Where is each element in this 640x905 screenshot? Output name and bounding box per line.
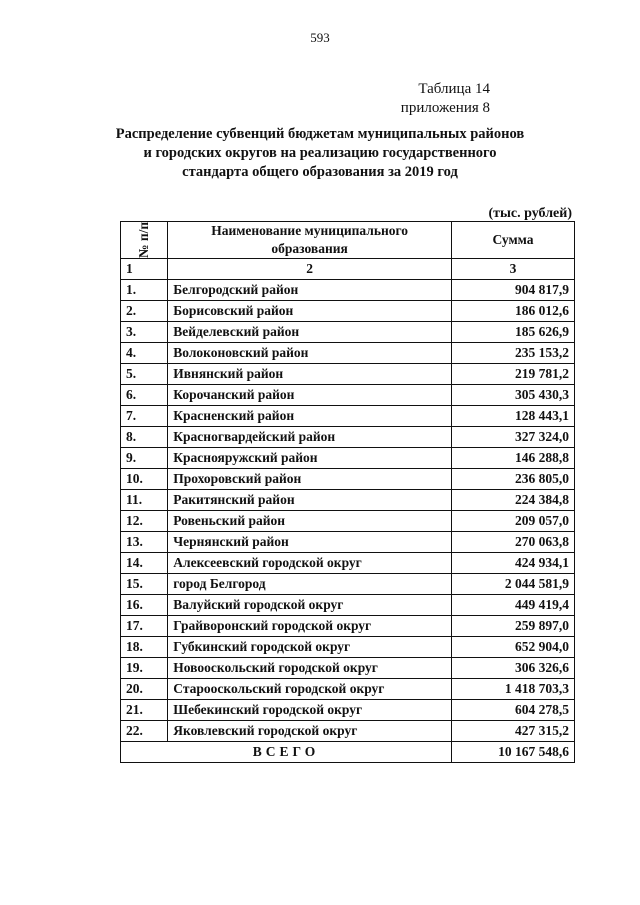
row-number: 4. [121, 343, 168, 364]
units-label: (тыс. рублей) [488, 206, 572, 221]
row-name: Волоконовский район [168, 343, 452, 364]
row-sum: 270 063,8 [452, 532, 575, 553]
row-name: Корочанский район [168, 385, 452, 406]
row-name: Ровеньский район [168, 511, 452, 532]
row-sum: 306 326,6 [452, 658, 575, 679]
row-number: 3. [121, 322, 168, 343]
row-name: Яковлевский городской округ [168, 721, 452, 742]
table-row [121, 574, 575, 595]
row-name: Губкинский городской округ [168, 637, 452, 658]
row-number: 1. [121, 280, 168, 301]
row-number: 20. [121, 679, 168, 700]
header-number: № п/п [136, 221, 152, 259]
row-sum: 904 817,9 [452, 280, 575, 301]
row-sum: 424 934,1 [452, 553, 575, 574]
row-name: Новооскольский городской округ [168, 658, 452, 679]
header-number-cell [121, 222, 168, 259]
table-row [121, 364, 575, 385]
row-number: 8. [121, 427, 168, 448]
row-number: 2. [121, 301, 168, 322]
row-name: Ивнянский район [168, 364, 452, 385]
row-name: Краснояружский район [168, 448, 452, 469]
table-row [121, 700, 575, 721]
row-sum: 235 153,2 [452, 343, 575, 364]
total-sum: 10 167 548,6 [452, 742, 575, 763]
row-name: Шебекинский городской округ [168, 700, 452, 721]
row-sum: 427 315,2 [452, 721, 575, 742]
row-sum: 1 418 703,3 [452, 679, 575, 700]
table-caption-line1: Таблица 14 [418, 81, 490, 97]
row-sum: 146 288,8 [452, 448, 575, 469]
column-index: 1 [121, 259, 168, 280]
row-sum: 2 044 581,9 [452, 574, 575, 595]
table-row [121, 448, 575, 469]
row-number: 7. [121, 406, 168, 427]
row-name: Прохоровский район [168, 469, 452, 490]
row-name: Борисовский район [168, 301, 452, 322]
row-sum: 224 384,8 [452, 490, 575, 511]
row-name: Ракитянский район [168, 490, 452, 511]
row-number: 22. [121, 721, 168, 742]
table-row [121, 637, 575, 658]
row-name: Алексеевский городской округ [168, 553, 452, 574]
column-index-row [121, 259, 575, 280]
column-index: 2 [168, 259, 452, 280]
row-number: 13. [121, 532, 168, 553]
row-number: 15. [121, 574, 168, 595]
row-name: Чернянский район [168, 532, 452, 553]
row-name: город Белгород [168, 574, 452, 595]
table-row [121, 490, 575, 511]
row-number: 11. [121, 490, 168, 511]
row-sum: 219 781,2 [452, 364, 575, 385]
row-sum: 185 626,9 [452, 322, 575, 343]
row-sum: 186 012,6 [452, 301, 575, 322]
table-row [121, 616, 575, 637]
row-number: 19. [121, 658, 168, 679]
row-number: 5. [121, 364, 168, 385]
row-sum: 128 443,1 [452, 406, 575, 427]
table-row [121, 280, 575, 301]
table-row [121, 721, 575, 742]
table-row [121, 301, 575, 322]
header-name: Наименование муниципального образования [168, 222, 452, 259]
table-row [121, 406, 575, 427]
table-row [121, 343, 575, 364]
row-sum: 449 419,4 [452, 595, 575, 616]
page-number: 593 [310, 30, 330, 45]
table-row [121, 427, 575, 448]
header-sum: Сумма [452, 222, 575, 259]
table-caption-line2: приложения 8 [400, 100, 490, 116]
table-row [121, 532, 575, 553]
row-name: Вейделевский район [168, 322, 452, 343]
table-row [121, 679, 575, 700]
row-number: 12. [121, 511, 168, 532]
table-row [121, 469, 575, 490]
row-number: 17. [121, 616, 168, 637]
row-sum: 236 805,0 [452, 469, 575, 490]
table-row [121, 553, 575, 574]
row-number: 14. [121, 553, 168, 574]
row-number: 6. [121, 385, 168, 406]
row-number: 9. [121, 448, 168, 469]
row-sum: 305 430,3 [452, 385, 575, 406]
row-name: Белгородский район [168, 280, 452, 301]
total-label: ВСЕГО [121, 742, 452, 763]
row-number: 16. [121, 595, 168, 616]
column-index: 3 [452, 259, 575, 280]
table-header-row [121, 222, 575, 259]
row-number: 21. [121, 700, 168, 721]
table-row [121, 385, 575, 406]
document-title: Распределение субвенций бюджетам муниципальных районов и городских округов на реализацию государственного стандарта общего образования за 2019 год [115, 126, 525, 180]
row-sum: 652 904,0 [452, 637, 575, 658]
row-sum: 327 324,0 [452, 427, 575, 448]
table-row [121, 658, 575, 679]
total-row [121, 742, 575, 763]
subventions-table [120, 221, 575, 763]
table-row [121, 595, 575, 616]
row-sum: 209 057,0 [452, 511, 575, 532]
row-name: Грайворонский городской округ [168, 616, 452, 637]
row-sum: 259 897,0 [452, 616, 575, 637]
table-body [121, 280, 575, 742]
row-name: Красненский район [168, 406, 452, 427]
row-sum: 604 278,5 [452, 700, 575, 721]
row-name: Старооскольский городской округ [168, 679, 452, 700]
table-row [121, 322, 575, 343]
row-number: 18. [121, 637, 168, 658]
row-name: Красногвардейский район [168, 427, 452, 448]
row-name: Валуйский городской округ [168, 595, 452, 616]
row-number: 10. [121, 469, 168, 490]
table-row [121, 511, 575, 532]
